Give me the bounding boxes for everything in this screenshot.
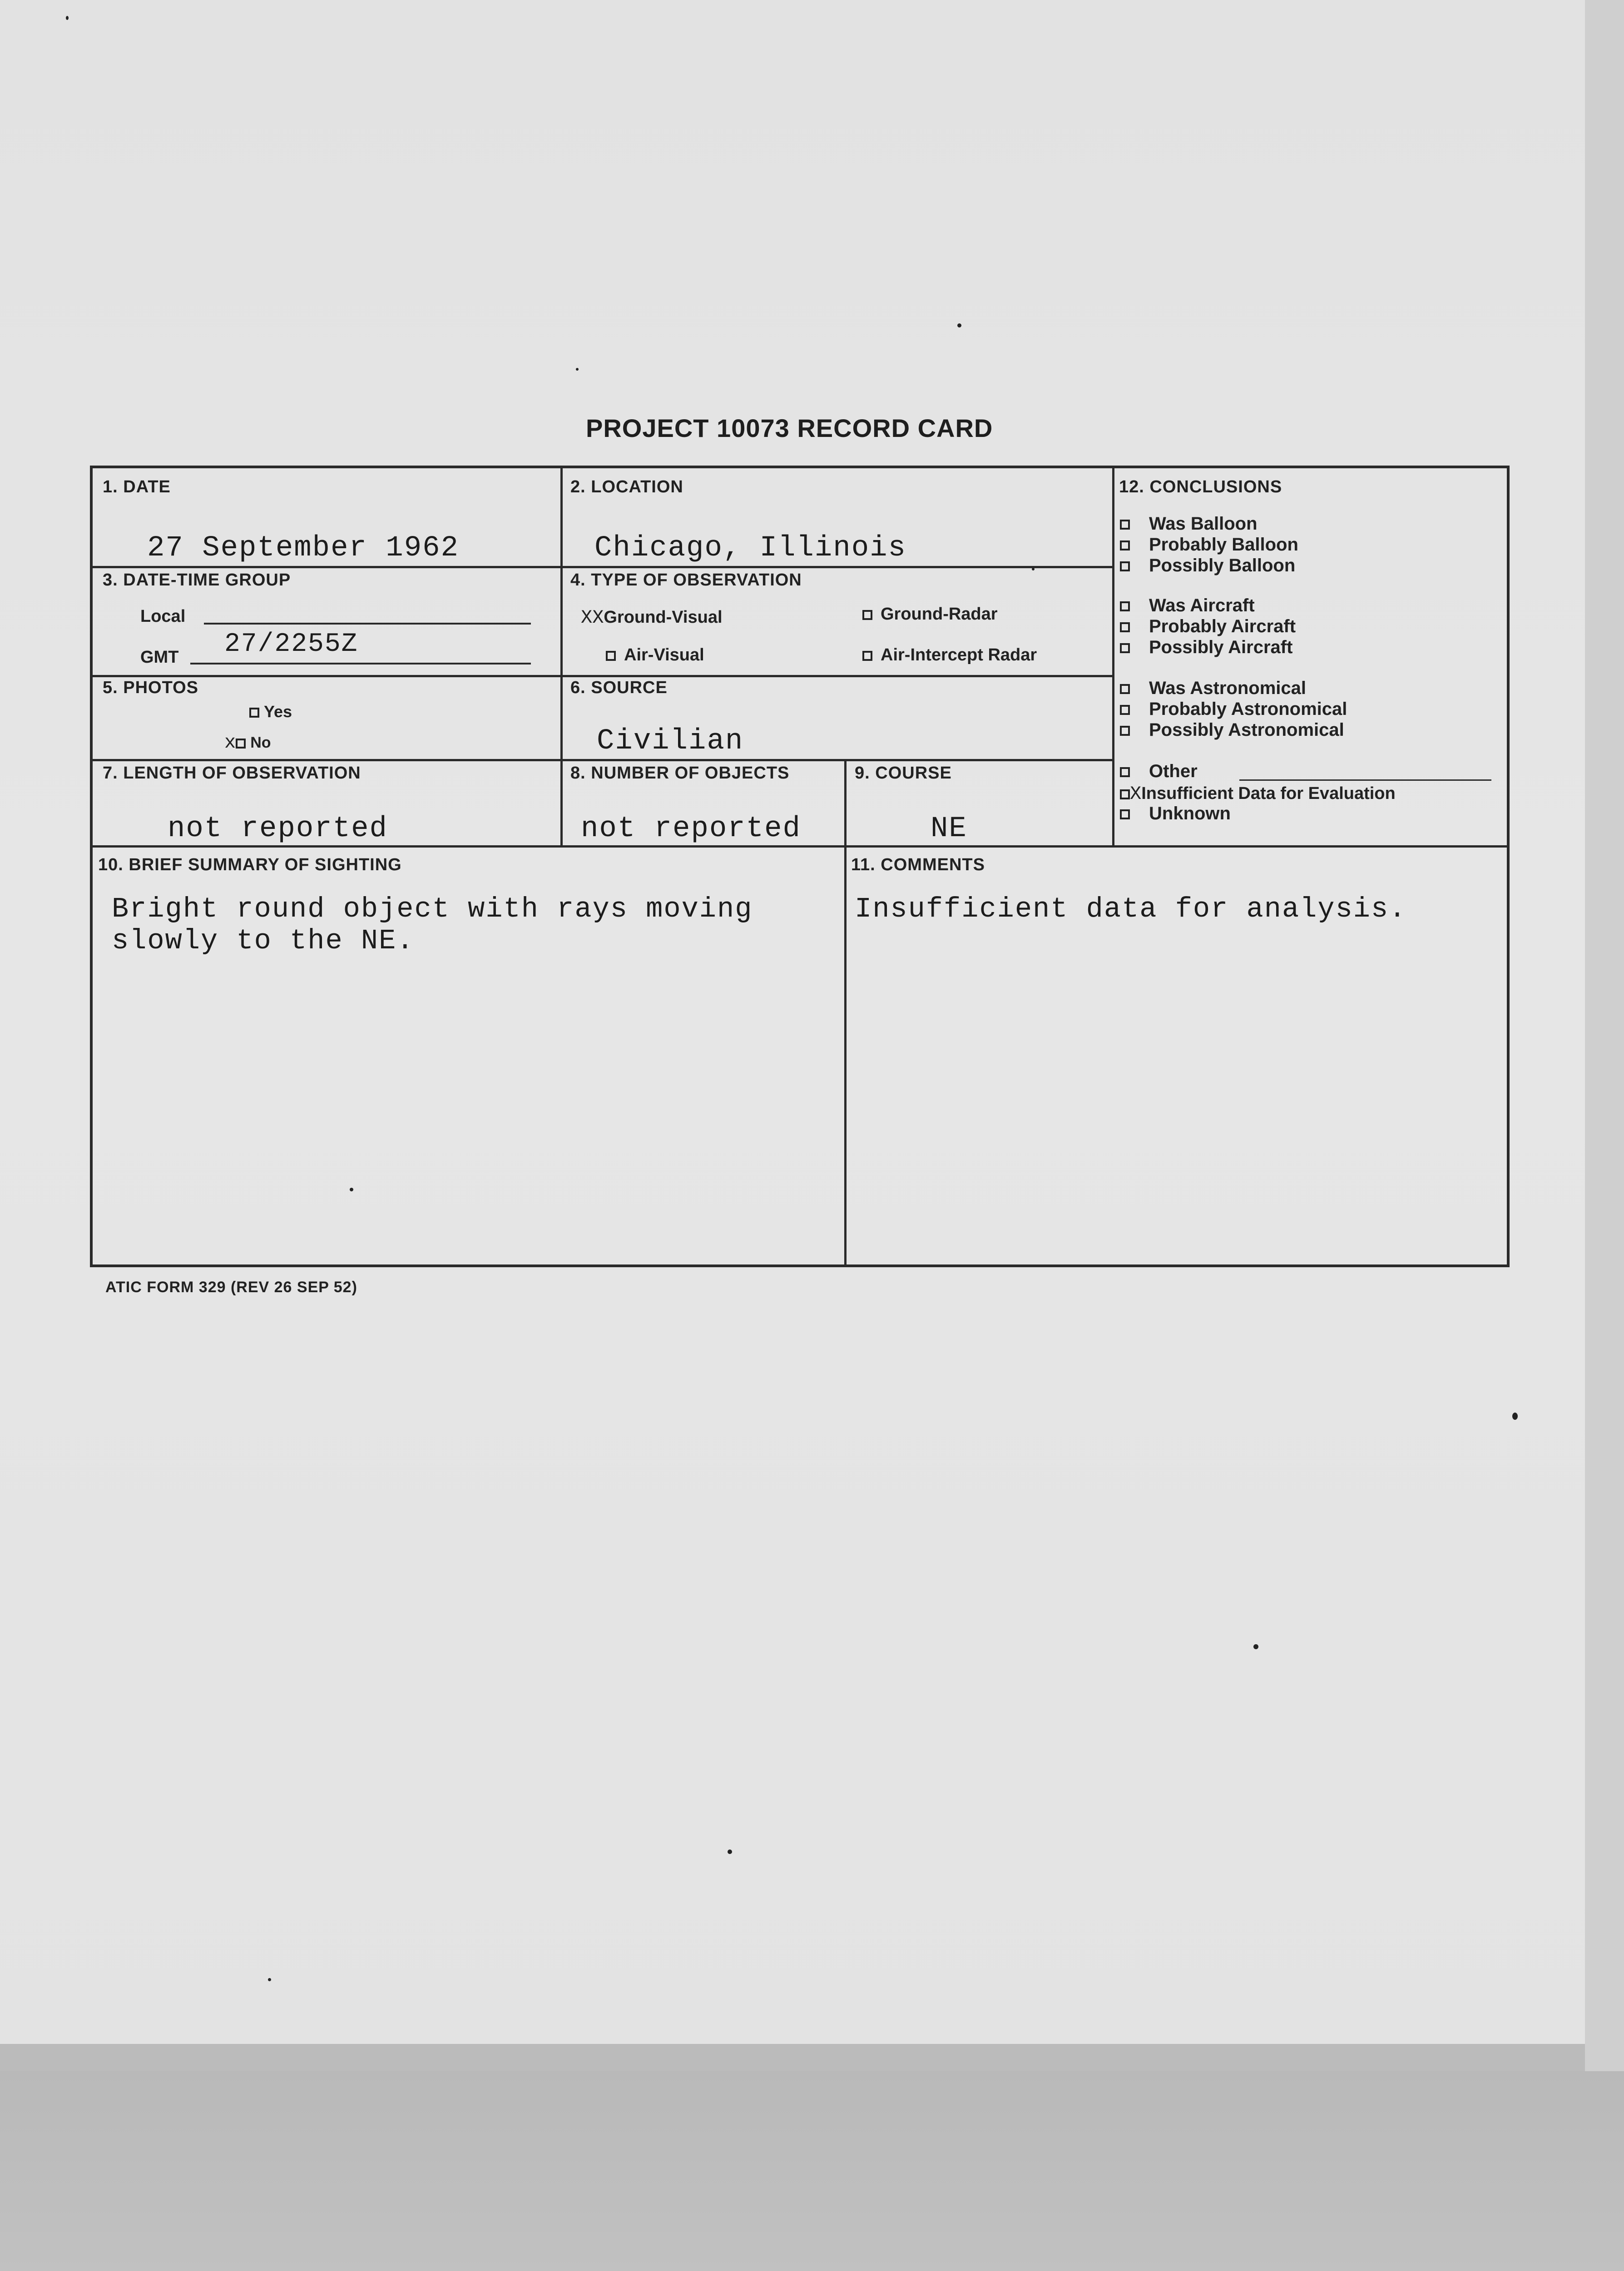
conclusion-was-balloon (1120, 514, 1258, 534)
conclusion-was-astronomical (1120, 678, 1306, 699)
dust-speck (1512, 1413, 1518, 1420)
observation-option-air-visual (606, 645, 704, 665)
insufficient-data-text: Insufficient Data for Evaluation (1141, 784, 1396, 803)
divider-col-course (844, 759, 847, 845)
observation-type-label: 4. TYPE OF OBSERVATION (570, 570, 802, 590)
course-label: 9. COURSE (855, 764, 952, 783)
source-label: 6. SOURCE (570, 678, 668, 697)
ground-radar-text: Ground-Radar (881, 605, 998, 624)
conclusion-probably-aircraft (1120, 616, 1296, 637)
possibly-aircraft-checkbox (1120, 643, 1130, 653)
date-value: 27 September 1962 (147, 532, 459, 565)
was-balloon-checkbox (1120, 520, 1130, 530)
dust-speck (1032, 568, 1035, 570)
card-title: PROJECT 10073 RECORD CARD (586, 414, 993, 442)
photos-option-no (224, 732, 271, 754)
conclusion-probably-balloon (1120, 535, 1298, 555)
air-intercept-radar-text: Air-Intercept Radar (881, 645, 1037, 664)
conclusion-was-aircraft (1120, 595, 1255, 616)
possibly-astronomical-checkbox (1120, 726, 1130, 736)
other-underline (1239, 779, 1491, 781)
other-checkbox (1120, 767, 1130, 777)
possibly-aircraft-text: Possibly Aircraft (1149, 637, 1293, 657)
probably-balloon-text: Probably Balloon (1149, 535, 1298, 555)
conclusion-probably-astronomical (1120, 699, 1347, 719)
location-label: 2. LOCATION (570, 477, 683, 496)
gmt-label: GMT (140, 648, 179, 667)
dust-speck (957, 323, 961, 327)
length-of-observation-label: 7. LENGTH OF OBSERVATION (103, 764, 361, 783)
other-text: Other (1149, 761, 1198, 781)
photos-no-mark: x (224, 732, 236, 754)
conclusion-possibly-aircraft (1120, 637, 1292, 658)
was-balloon-text: Was Balloon (1149, 514, 1258, 534)
source-value: Civilian (597, 725, 744, 758)
length-of-observation-value: not reported (168, 813, 388, 845)
paper-edge-shadow (0, 2044, 1585, 2071)
conclusion-insufficient-data (1120, 783, 1396, 805)
observation-option-ground-visual (581, 607, 723, 629)
gmt-value: 27/2255Z (224, 630, 358, 659)
summary-line-2: slowly to the NE. (112, 925, 415, 957)
insufficient-data-mark: X (1130, 783, 1142, 805)
conclusion-other (1120, 761, 1198, 782)
date-time-group-label: 3. DATE-TIME GROUP (103, 570, 291, 590)
dust-speck (350, 1188, 353, 1191)
photos-no-text: No (250, 734, 271, 751)
unknown-text: Unknown (1149, 803, 1231, 823)
was-aircraft-checkbox (1120, 601, 1130, 611)
possibly-astronomical-text: Possibly Astronomical (1149, 720, 1344, 740)
air-intercept-radar-checkbox (862, 651, 872, 661)
number-of-objects-label: 8. NUMBER OF OBJECTS (570, 764, 790, 783)
summary-line-1: Bright round object with rays moving (112, 893, 753, 925)
summary-label: 10. BRIEF SUMMARY OF SIGHTING (98, 855, 402, 874)
location-value: Chicago, Illinois (594, 532, 906, 565)
form-identifier: ATIC FORM 329 (REV 26 SEP 52) (105, 1279, 357, 1296)
background-surface (0, 2071, 1624, 2271)
divider-col1 (560, 468, 563, 845)
possibly-balloon-text: Possibly Balloon (1149, 555, 1296, 575)
number-of-objects-value: not reported (581, 813, 801, 845)
ground-visual-mark: XX (581, 607, 604, 629)
possibly-balloon-checkbox (1120, 561, 1130, 571)
record-card (90, 466, 1510, 1267)
photos-option-yes (249, 702, 292, 721)
ground-visual-text: Ground-Visual (604, 608, 723, 627)
date-label: 1. DATE (103, 477, 171, 496)
divider-conclusions (1112, 468, 1114, 845)
dust-speck (728, 1850, 732, 1854)
was-aircraft-text: Was Aircraft (1149, 595, 1255, 615)
dust-speck (1253, 1644, 1258, 1649)
observation-option-ground-radar (862, 605, 998, 624)
conclusion-possibly-astronomical (1120, 720, 1344, 740)
probably-balloon-checkbox (1120, 540, 1130, 550)
photos-yes-checkbox (249, 708, 259, 718)
unknown-checkbox (1120, 809, 1130, 819)
air-visual-text: Air-Visual (624, 645, 704, 664)
divider-summary-comments (844, 845, 847, 1265)
comments-value: Insufficient data for analysis. (855, 893, 1407, 925)
course-value: NE (931, 813, 967, 845)
was-astronomical-text: Was Astronomical (1149, 678, 1306, 698)
comments-label: 11. COMMENTS (851, 855, 985, 874)
ground-radar-checkbox (862, 610, 872, 620)
conclusions-label: 12. CONCLUSIONS (1119, 477, 1282, 496)
photos-no-checkbox (236, 739, 246, 749)
probably-astronomical-text: Probably Astronomical (1149, 699, 1347, 719)
photos-label: 5. PHOTOS (103, 678, 199, 697)
divider-row4 (93, 845, 1507, 848)
dust-speck (66, 16, 69, 20)
divider-row1 (93, 566, 1112, 568)
divider-row2 (93, 675, 1112, 677)
observation-option-air-intercept-radar (862, 645, 1037, 665)
air-visual-checkbox (606, 651, 616, 661)
insufficient-data-checkbox (1120, 789, 1130, 799)
conclusion-possibly-balloon (1120, 555, 1295, 576)
gmt-underline (190, 663, 531, 664)
photos-yes-text: Yes (264, 702, 292, 721)
probably-aircraft-text: Probably Aircraft (1149, 616, 1296, 636)
dust-speck (268, 1978, 271, 1981)
was-astronomical-checkbox (1120, 684, 1130, 694)
dust-speck (576, 368, 579, 371)
probably-aircraft-checkbox (1120, 622, 1130, 632)
probably-astronomical-checkbox (1120, 705, 1130, 715)
local-time-underline (204, 623, 531, 625)
local-time-label: Local (140, 607, 186, 626)
conclusion-unknown (1120, 803, 1231, 824)
divider-row3 (93, 759, 1112, 761)
